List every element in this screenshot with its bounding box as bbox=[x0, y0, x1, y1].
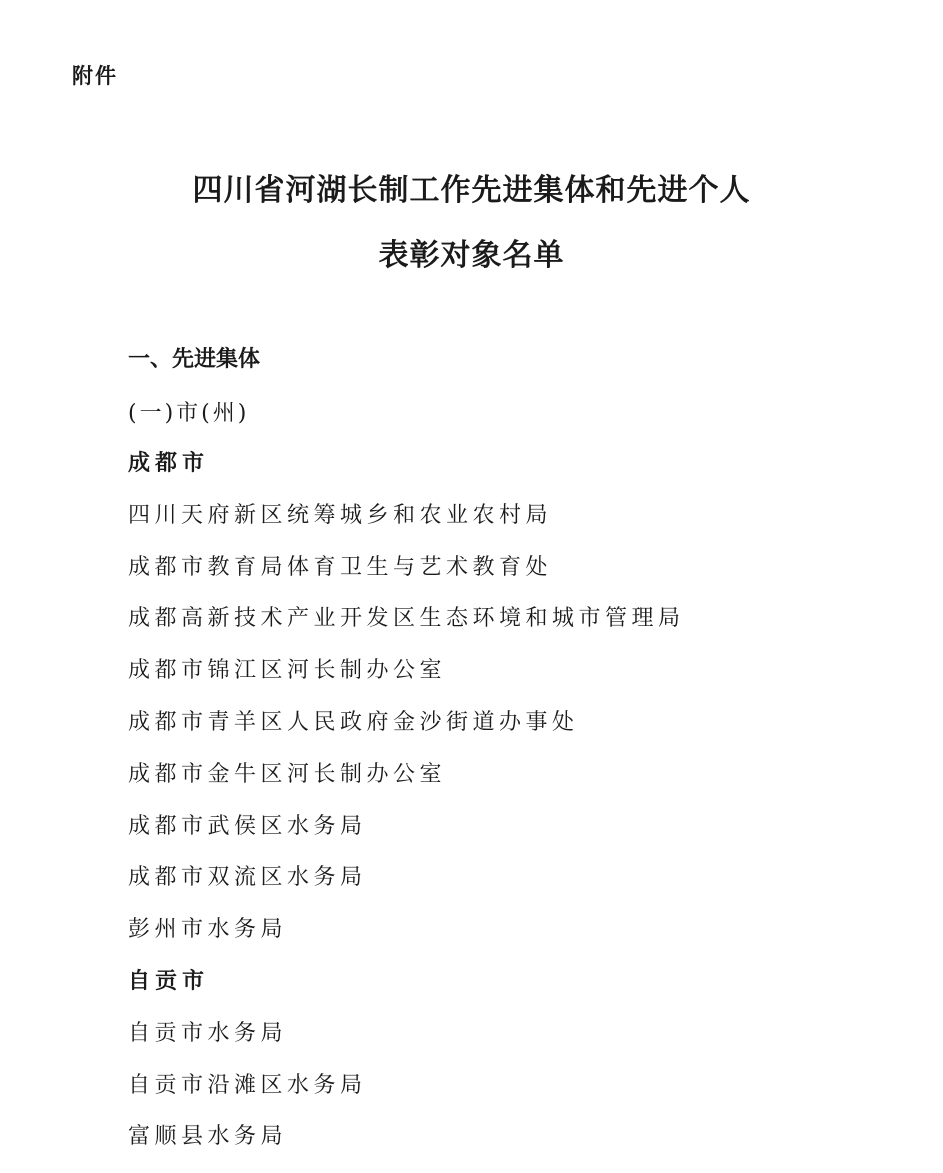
list-item: 彭州市水务局 bbox=[128, 917, 288, 943]
list-item: 成都市教育局体育卫生与艺术教育处 bbox=[128, 554, 553, 580]
group-heading-chengdu: 成都市 bbox=[128, 451, 210, 476]
subsection-heading: (一)市(州) bbox=[128, 401, 250, 426]
list-item: 四川天府新区统筹城乡和农业农村局 bbox=[128, 502, 553, 528]
list-item: 成都市武侯区水务局 bbox=[128, 813, 367, 839]
document-title-line-2: 表彰对象名单 bbox=[378, 238, 565, 273]
document-title-line-1: 四川省河湖长制工作先进集体和先进个人 bbox=[192, 173, 751, 208]
list-item: 成都市双流区水务局 bbox=[128, 865, 367, 891]
list-item: 成都高新技术产业开发区生态环境和城市管理局 bbox=[128, 606, 685, 632]
list-item: 自贡市沿滩区水务局 bbox=[128, 1072, 367, 1098]
list-item: 成都市锦江区河长制办公室 bbox=[128, 658, 447, 684]
list-item: 富顺县水务局 bbox=[128, 1124, 288, 1150]
attachment-label: 附件 bbox=[72, 64, 118, 88]
list-item: 自贡市水务局 bbox=[128, 1020, 288, 1046]
list-item: 成都市金牛区河长制办公室 bbox=[128, 761, 447, 787]
group-heading-zigong: 自贡市 bbox=[128, 968, 210, 994]
section-heading: 一、先进集体 bbox=[128, 347, 261, 372]
honoree-list bbox=[128, 448, 685, 1173]
list-item: 成都市青羊区人民政府金沙街道办事处 bbox=[128, 709, 579, 735]
